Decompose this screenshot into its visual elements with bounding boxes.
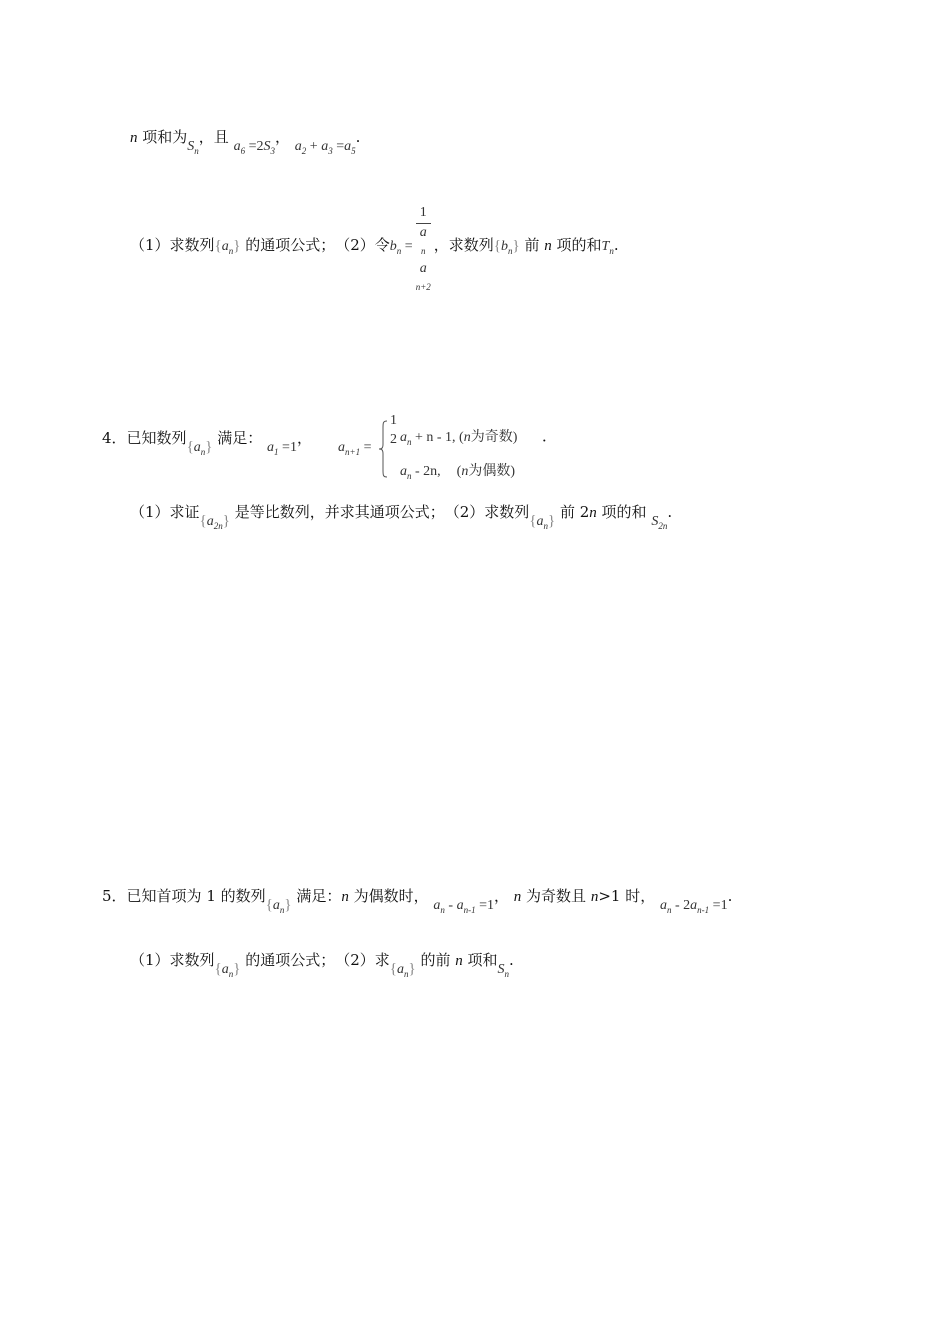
text: （1）求数列: [130, 236, 215, 254]
op: =2: [245, 139, 264, 154]
sub: n: [200, 447, 206, 457]
op: =: [360, 440, 372, 455]
var-a: a: [206, 514, 214, 529]
sub: n: [396, 246, 402, 256]
piecewise-end: [542, 426, 557, 446]
var-n: n: [463, 430, 471, 445]
var-a: a: [536, 514, 544, 529]
text: 项和为: [137, 128, 188, 146]
period: .: [355, 128, 361, 146]
comma: ，: [493, 887, 509, 905]
var-S: S: [187, 139, 195, 154]
period: .: [667, 503, 673, 521]
sub: n: [420, 246, 426, 256]
sub: n-1: [697, 905, 710, 915]
text: ，求数列: [433, 236, 494, 254]
var-a: a: [267, 440, 275, 455]
text: 已知首项为 1 的数列: [126, 887, 266, 905]
p3-line2: （1）求数列$\{a_n\}$ 的通项公式； （2）令$b_n$ = 1 a n a n+2 ，求数列$\{b_n\}$ 前 n 项的和$T_n$.: [130, 200, 619, 292]
var-n: n: [341, 889, 349, 905]
expression: - 2n,: [411, 464, 441, 479]
denominator: [416, 224, 431, 296]
paren: (: [456, 464, 462, 479]
var-n: n: [590, 889, 599, 905]
equation-even: [433, 898, 494, 913]
denominator: 2: [390, 432, 397, 447]
var-S: S: [263, 139, 271, 154]
comma: ，: [274, 128, 290, 146]
text: 满足：: [217, 429, 263, 447]
sub: 3: [328, 146, 333, 156]
var-a: a: [456, 898, 464, 913]
var-S: S: [497, 962, 505, 977]
var-n: n: [455, 953, 463, 969]
piecewise: [378, 414, 558, 484]
text: （1）求数列: [130, 951, 215, 969]
text: 已知数列: [126, 429, 187, 447]
condition: 为奇数): [470, 430, 518, 445]
op: =: [332, 139, 345, 154]
period: .: [613, 236, 619, 254]
sub: n: [609, 246, 614, 256]
text: 项的和: [596, 503, 647, 521]
var-a: a: [233, 139, 241, 154]
op: - 2: [671, 898, 691, 913]
case-odd: [400, 426, 517, 447]
sub: n+1: [345, 447, 361, 457]
period: .: [509, 951, 514, 969]
problem-number: 5．: [102, 887, 127, 905]
var-a: a: [321, 139, 329, 154]
var-S: S: [651, 514, 659, 529]
var-a: a: [690, 898, 698, 913]
var-n: n: [589, 505, 597, 521]
var-n: n: [513, 889, 522, 905]
sub: 2n: [213, 521, 223, 531]
var-T: T: [601, 239, 610, 254]
var-a: a: [433, 898, 441, 913]
var-a: a: [221, 962, 229, 977]
var-a: a: [400, 464, 407, 479]
text: 的前: [420, 951, 456, 969]
var-b: b: [500, 239, 508, 254]
text: 前 2: [559, 503, 590, 521]
sub: n+2: [415, 282, 431, 292]
equation-a2-a3: [295, 139, 356, 154]
var-a: a: [400, 430, 407, 445]
sub: n: [504, 969, 510, 979]
sub: 3: [270, 146, 275, 156]
text: 的通项公式； （2）令: [245, 236, 390, 254]
condition: 为偶数): [468, 464, 516, 479]
op: =1: [709, 898, 728, 913]
var-n: n: [461, 464, 469, 479]
var-b: b: [389, 239, 397, 254]
period: ．: [542, 427, 558, 445]
var-a: a: [193, 440, 201, 455]
var-n: n: [544, 238, 552, 254]
sub: n: [667, 905, 672, 915]
sub: 1: [274, 447, 279, 457]
fraction: [416, 204, 431, 296]
var-a: a: [272, 898, 280, 913]
var-a: a: [338, 440, 345, 455]
var-a: a: [660, 898, 667, 913]
text: 是等比数列，并求其通项公式； （2）求数列: [234, 503, 530, 521]
text: 前: [524, 236, 545, 254]
piecewise-lhs: [338, 438, 371, 462]
sub: 2: [301, 146, 307, 156]
expression: + n - 1, (: [411, 430, 464, 445]
sub: n: [407, 471, 412, 481]
period: .: [727, 887, 733, 905]
op: +: [306, 139, 322, 154]
text: 项的和: [551, 236, 602, 254]
text: 为偶数时，: [348, 887, 429, 905]
sub: n: [440, 905, 445, 915]
var-a: a: [419, 261, 427, 276]
problem-number: 4．: [102, 429, 127, 447]
op: -: [444, 898, 457, 913]
sub: n: [228, 969, 234, 979]
fraction-half: [387, 412, 400, 449]
var-n: n: [130, 130, 138, 146]
equation-a6: [234, 139, 275, 154]
text: 的通项公式； （2）求: [245, 951, 390, 969]
var-a: a: [294, 139, 302, 154]
sub: n: [194, 146, 199, 156]
sub: n: [279, 905, 285, 915]
op: =1: [278, 440, 297, 455]
sub: 6: [240, 146, 246, 156]
case-even: [400, 460, 515, 481]
sub: n-1: [463, 905, 476, 915]
var-a: a: [221, 239, 229, 254]
text: 满足：: [296, 887, 342, 905]
text: （1）求证: [130, 503, 200, 521]
sub: n: [543, 521, 548, 531]
var-a: a: [344, 139, 352, 154]
equation-odd: [660, 898, 728, 913]
text: 为奇数且: [521, 887, 591, 905]
problem-4-line1: 4．已知数列$\{a_n\}$ 满足： $a_1 =1$，: [102, 429, 312, 457]
text: >1 时，: [598, 887, 656, 905]
sub: n: [507, 246, 513, 256]
equation-a1: [267, 440, 297, 455]
sub: n: [407, 437, 412, 447]
problem-5-line1: 5．已知首项为 1 的数列$\{a_n\}$ 满足：n 为偶数时， $a_n - a_{n-1} =1$， n 为奇数且 n>1 时， $a_n - 2a_{n-1} =1$.: [102, 887, 733, 915]
comma: ，: [296, 429, 312, 447]
sub: 2n: [658, 521, 668, 531]
var-a: a: [396, 962, 404, 977]
sub: 5: [351, 146, 356, 156]
text: ，且: [198, 128, 229, 146]
p3-line1: [130, 127, 361, 156]
numerator: 1: [416, 204, 431, 224]
numerator: 1: [390, 413, 397, 428]
problem-5-questions: （1）求数列$\{a_n\}$ 的通项公式； （2）求$\{a_n\}$ 的前 n 项和$S_n$.: [130, 951, 514, 979]
text: 项和: [462, 951, 498, 969]
op: =: [401, 239, 413, 254]
sub: n: [228, 246, 234, 256]
problem-4-questions: （1）求证$\{a_{2n}\}$ 是等比数列，并求其通项公式； （2）求数列$\{a_n\}$ 前 2n 项的和 $S_{2n}$.: [130, 503, 673, 531]
var-a: a: [419, 225, 427, 240]
op: =1: [475, 898, 494, 913]
sub: n: [403, 969, 409, 979]
